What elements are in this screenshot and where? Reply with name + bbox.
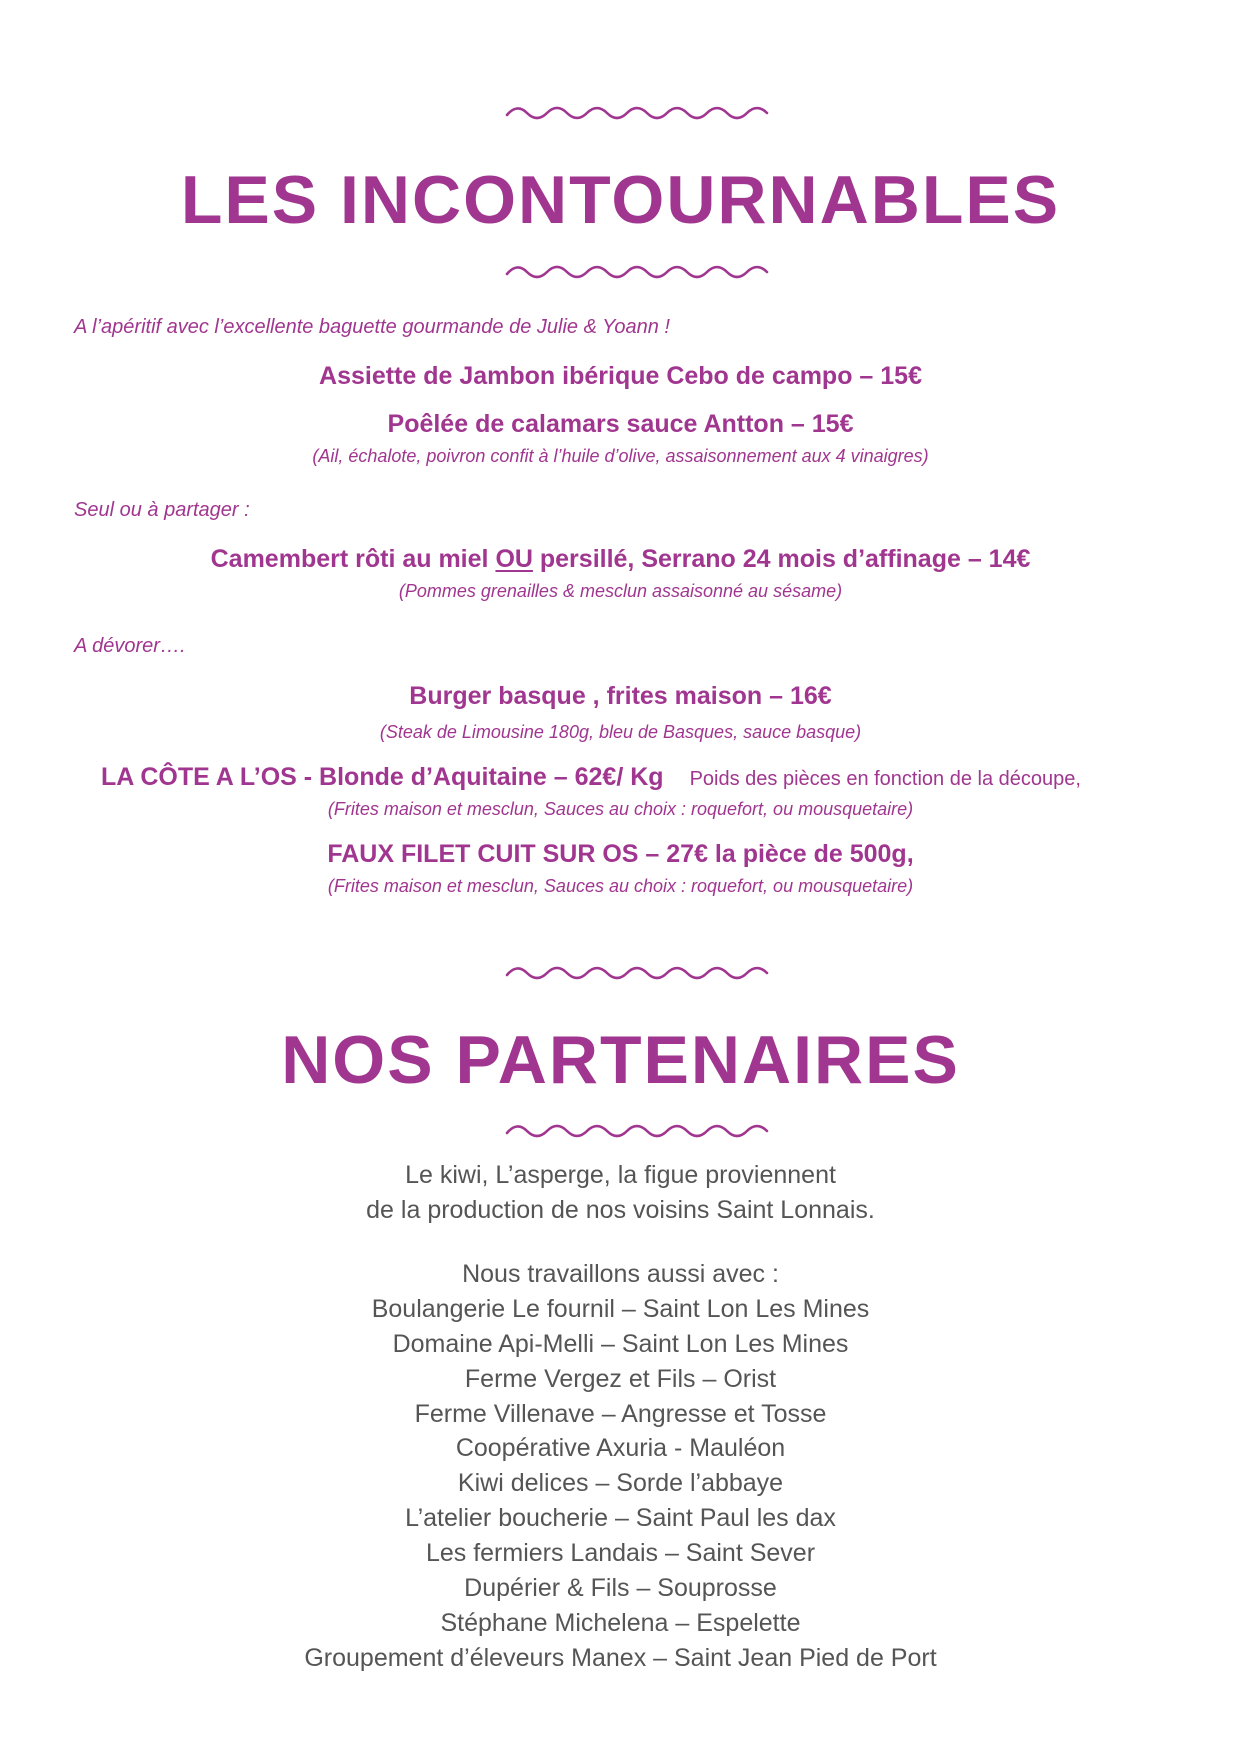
- note-cote: Poids des pièces en fonction de la découpe,: [689, 768, 1081, 790]
- intro-partager: Seul ou à partager :: [74, 499, 250, 521]
- partner-item: Les fermiers Landais – Saint Sever: [425, 1539, 816, 1567]
- partner-item: Ferme Villenave – Angresse et Tosse: [414, 1400, 827, 1428]
- partner-item: L’atelier boucherie – Saint Paul les dax: [405, 1504, 836, 1532]
- dish-faux-filet: FAUX FILET CUIT SUR OS – 27€ la pièce de 500g,: [327, 840, 914, 868]
- partner-item: Groupement d’éleveurs Manex – Saint Jean Pied de Port: [304, 1644, 937, 1672]
- intro-line: de la production de nos voisins Saint Lonnais.: [366, 1196, 875, 1224]
- dish-burger: Burger basque , frites maison – 16€: [409, 682, 832, 710]
- partner-item: Domaine Api-Melli – Saint Lon Les Mines: [392, 1330, 849, 1358]
- dish-camembert: [0, 547, 1241, 572]
- partner-item: Stéphane Michelena – Espelette: [440, 1609, 801, 1637]
- dish-camembert-part-b: persillé, Serrano 24 mois d’affinage – 14€: [532, 545, 1031, 573]
- desc-cote: (Frites maison et mesclun, Sauces au choix : roquefort, ou mousquetaire): [327, 799, 914, 819]
- dish-camembert-part-a: Camembert rôti au miel: [210, 545, 496, 573]
- intro-aperitif: A l’apéritif avec l’excellente baguette gourmande de Julie & Yoann !: [74, 316, 670, 338]
- dish-cote-label: LA CÔTE A L’OS - Blonde d’Aquitaine – 62€/ Kg: [101, 763, 664, 791]
- desc-burger: (Steak de Limousine 180g, bleu de Basques, sauce basque): [379, 722, 862, 742]
- intro-devorer: A dévorer….: [74, 635, 186, 657]
- partners-label: Nous travaillons aussi avec :: [462, 1260, 779, 1288]
- partner-item: Boulangerie Le fournil – Saint Lon Les Mines: [371, 1295, 870, 1323]
- partner-item: Kiwi delices – Sorde l’abbaye: [457, 1469, 784, 1497]
- wave-divider-icon: [505, 103, 771, 123]
- desc-faux-filet: (Frites maison et mesclun, Sauces au choix : roquefort, ou mousquetaire): [327, 876, 914, 896]
- partner-item: Coopérative Axuria - Mauléon: [455, 1434, 786, 1462]
- partner-item: Ferme Vergez et Fils – Orist: [464, 1365, 777, 1393]
- section-title-partenaires: NOS PARTENAIRES: [281, 1022, 960, 1098]
- wave-divider-icon: [505, 262, 771, 282]
- dish-calamars: Poêlée de calamars sauce Antton – 15€: [387, 410, 854, 438]
- dish-cote: [101, 765, 1081, 790]
- section-title-incontournables: LES INCONTOURNABLES: [180, 162, 1061, 238]
- wave-divider-icon: [505, 963, 771, 983]
- dish-camembert-ou: OU: [495, 545, 533, 573]
- dish-jambon: Assiette de Jambon ibérique Cebo de campo – 15€: [319, 362, 922, 390]
- wave-divider-icon: [505, 1121, 771, 1141]
- desc-calamars: (Ail, échalote, poivron confit à l’huile d’olive, assaisonnement aux 4 vinaigres): [312, 446, 929, 466]
- partner-item: Dupérier & Fils – Souprosse: [464, 1574, 777, 1602]
- desc-camembert: (Pommes grenailles & mesclun assaisonné au sésame): [398, 581, 843, 601]
- intro-line: Le kiwi, L’asperge, la figue proviennent: [405, 1161, 836, 1189]
